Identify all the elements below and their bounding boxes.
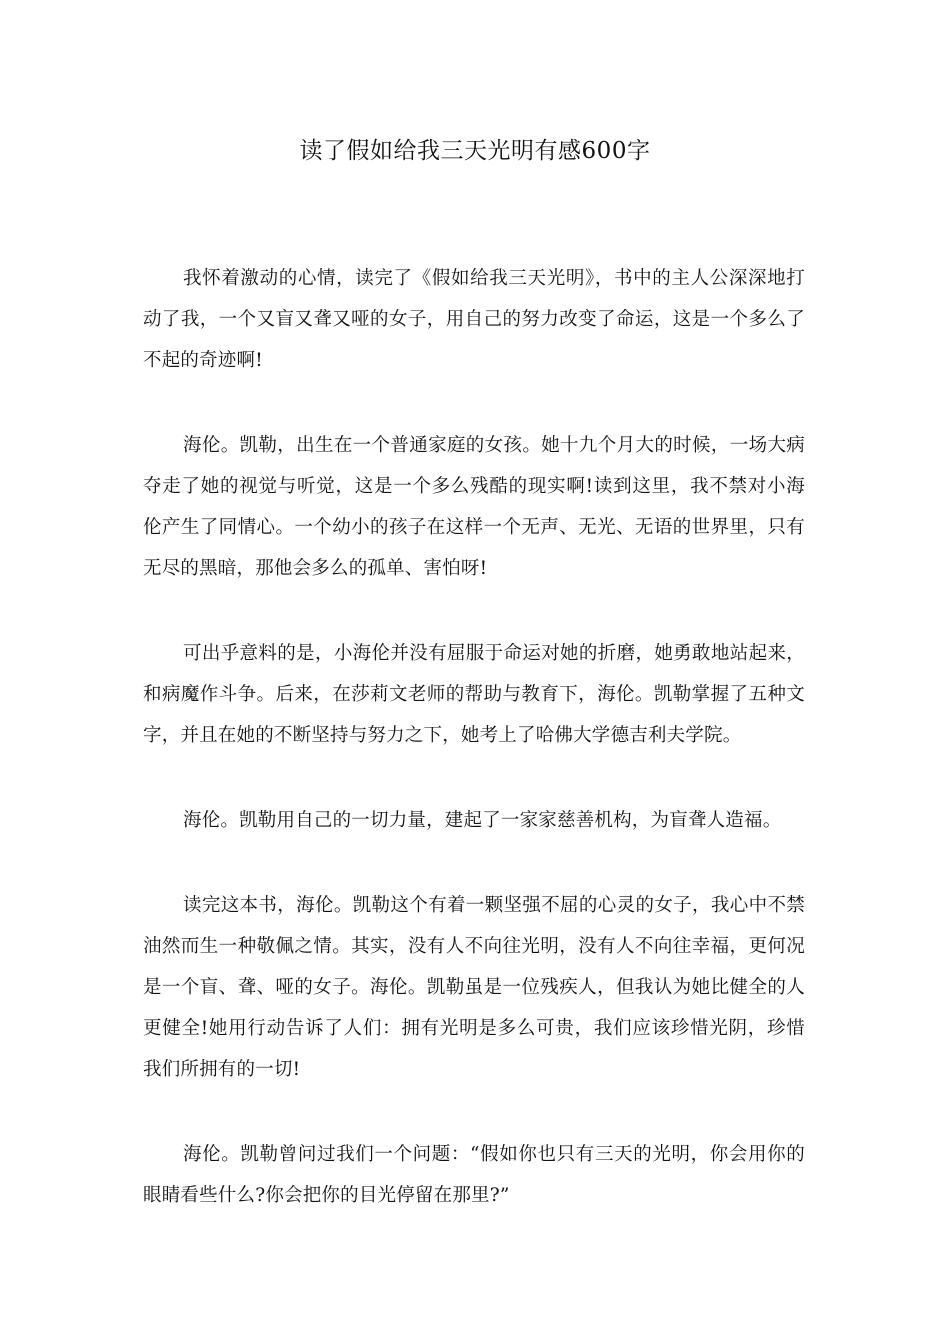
document-body — [143, 258, 805, 1260]
paragraph-4: 海伦。凯勒用自己的一切力量，建起了一家家慈善机构，为盲聋人造福。 — [183, 810, 782, 831]
paragraph-2: 海伦。凯勒，出生在一个普通家庭的女孩。她十九个月大的时候，一场大病夺走了她的视觉与听觉，这是一个多么残酷的现实啊!读到这里，我不禁对小海伦产生了同情心。一个幼小的孩子在这样一个无声、无光、无语的世界里，只有无尽的黑暗，那他会多么的孤单、害怕呀! — [143, 435, 805, 579]
document-title: 读了假如给我三天光明有感600字 — [299, 138, 651, 164]
paragraph-3: 可出乎意料的是，小海伦并没有屈服于命运对她的折磨，她勇敢地站起来，和病魔作斗争。后来，在莎莉文老师的帮助与教育下，海伦。凯勒掌握了五种文字，并且在她的不断坚持与努力之下，她考上了哈佛大学德吉利夫学院。 — [143, 643, 805, 746]
paragraph-1: 我怀着激动的心情，读完了《假如给我三天光明》，书中的主人公深深地打动了我，一个又盲又聋又哑的女子，用自己的努力改变了命运，这是一个多么了不起的奇迹啊! — [143, 268, 805, 371]
paragraph-6: 海伦。凯勒曾问过我们一个问题：“假如你也只有三天的光明，你会用你的眼睛看些什么?你会把你的目光停留在那里?” — [143, 1144, 805, 1206]
paragraph-5: 读完这本书，海伦。凯勒这个有着一颗坚强不屈的心灵的女子，我心中不禁油然而生一种敬佩之情。其实，没有人不向往光明，没有人不向往幸福，更何况是一个盲、聋、哑的女子。海伦。凯勒虽是一位残疾人，但我认为她比健全的人更健全!她用行动告诉了人们：拥有光明是多么可贵，我们应该珍惜光阴，珍惜我们所拥有的一切! — [143, 895, 805, 1080]
